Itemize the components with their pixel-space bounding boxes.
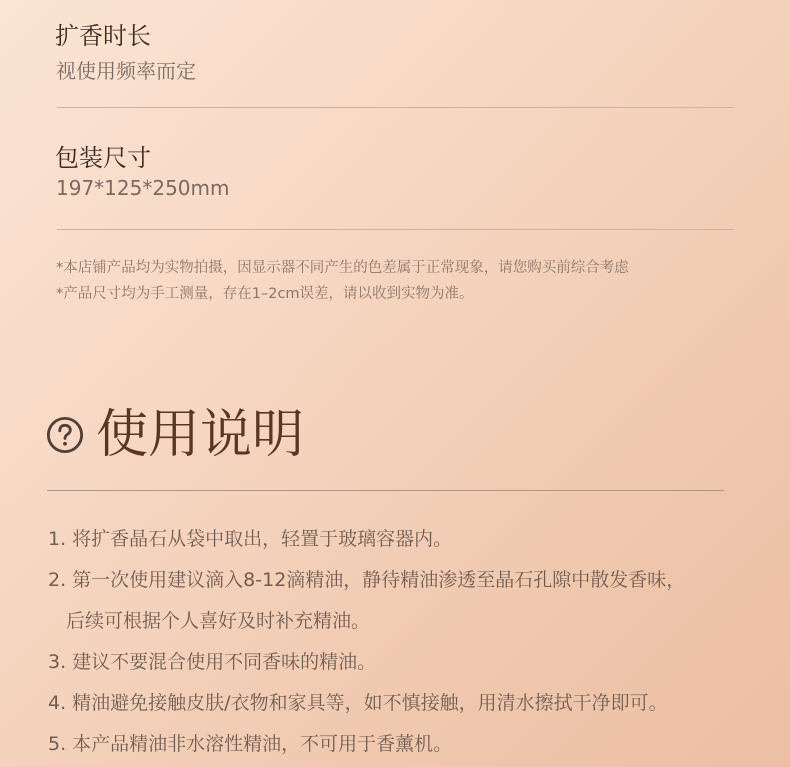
divider — [57, 229, 734, 230]
note-size-error: *产品尺寸均为手工测量，存在1–2cm误差，请以收到实物为准。 — [56, 286, 474, 302]
usage-step: 3. 建议不要混合使用不同香味的精油。 — [48, 651, 377, 673]
usage-divider — [47, 490, 724, 491]
usage-header — [46, 404, 304, 466]
usage-step-continuation: 后续可根据个人喜好及时补充精油。 — [66, 610, 371, 632]
usage-step: 5. 本产品精油非水溶性精油，不可用于香薰机。 — [48, 733, 453, 755]
divider — [57, 107, 734, 108]
question-circle-icon — [46, 416, 84, 454]
spec-duration-value: 视使用频率而定 — [56, 59, 196, 83]
note-color-difference: *本店铺产品均为实物拍摄，因显示器不同产生的色差属于正常现象，请您购买前综合考虑 — [56, 260, 629, 276]
usage-title: 使用说明 — [96, 405, 305, 465]
spec-package-size-title: 包装尺寸 — [55, 144, 151, 172]
usage-step: 1. 将扩香晶石从袋中取出，轻置于玻璃容器内。 — [48, 528, 453, 550]
spec-package-size-value: 197*125*250mm — [56, 176, 230, 200]
usage-step: 2. 第一次使用建议滴入8-12滴精油，静待精油渗透至晶石孔隙中散发香味， — [48, 569, 686, 591]
spec-duration-title: 扩香时长 — [55, 22, 151, 50]
usage-step: 4. 精油避免接触皮肤/衣物和家具等，如不慎接触，用清水擦拭干净即可。 — [48, 692, 668, 714]
